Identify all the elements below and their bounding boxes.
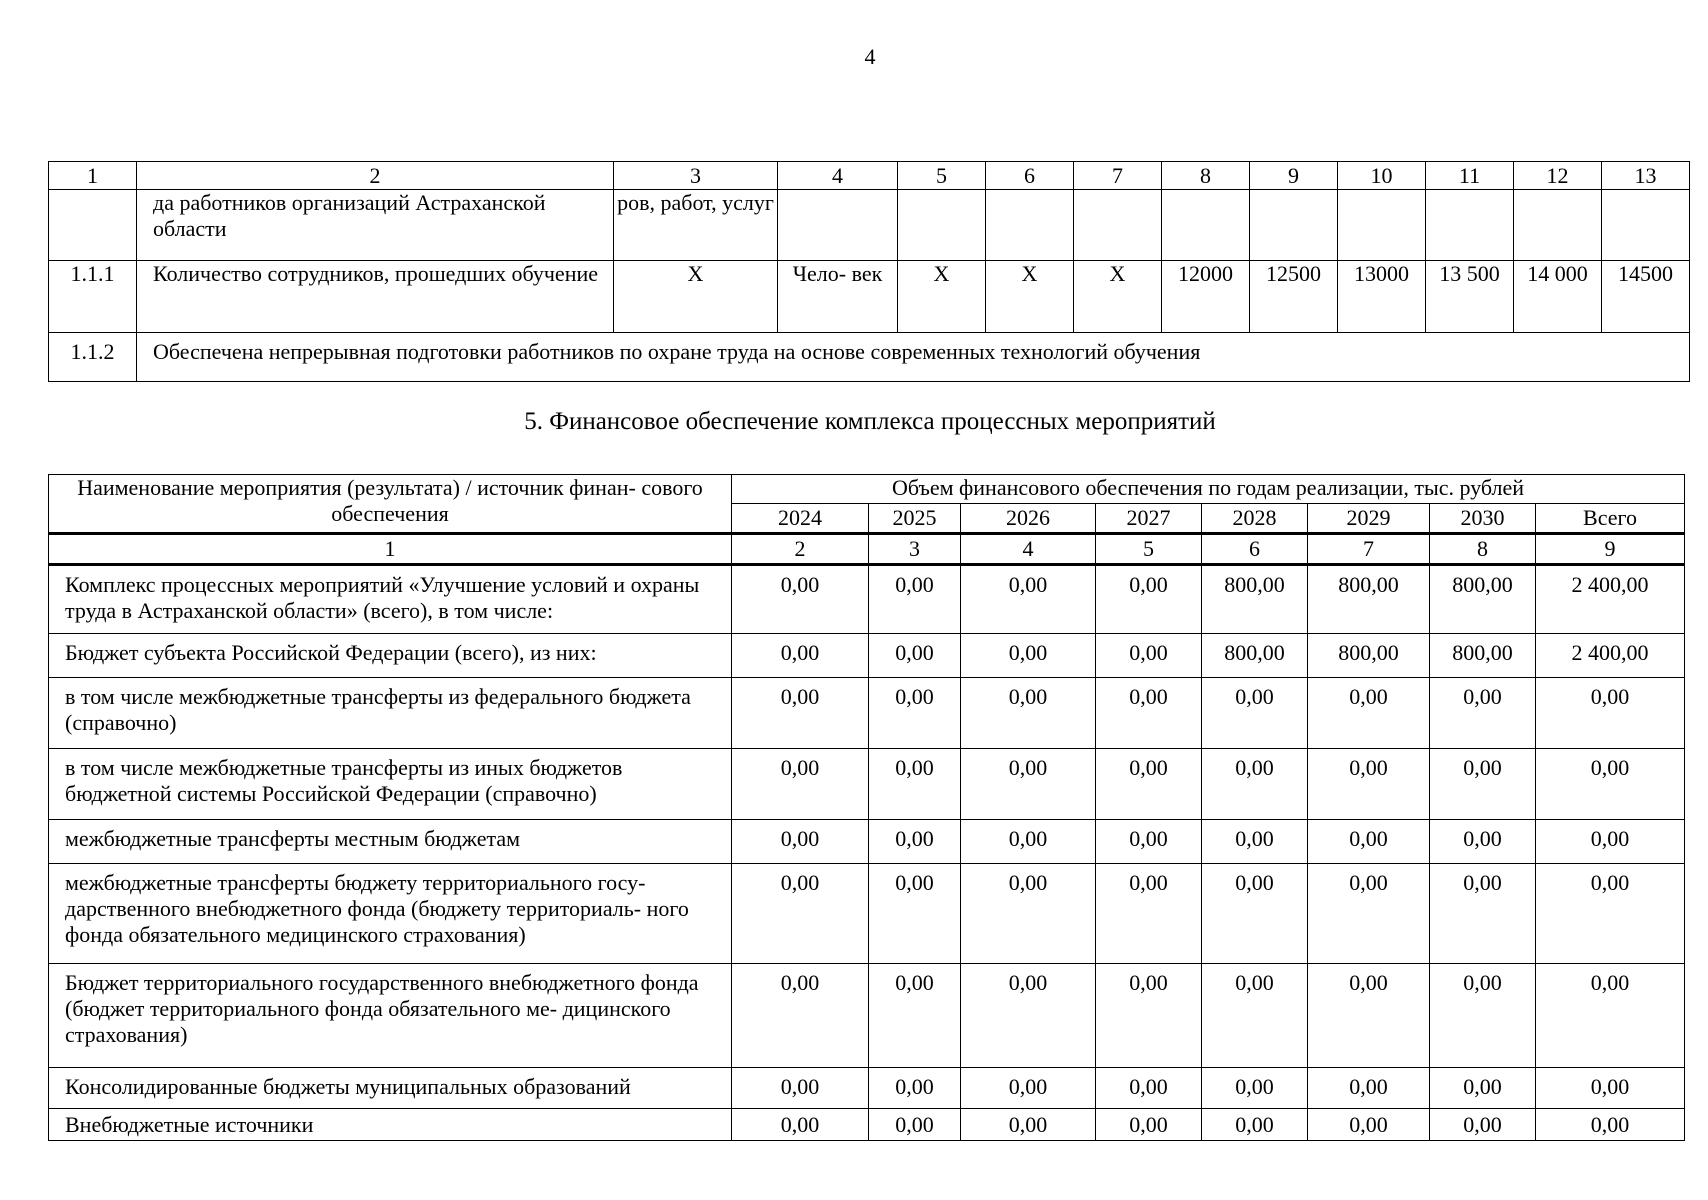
value-cell: 0,00 xyxy=(732,820,869,864)
value-cell: 0,00 xyxy=(869,565,961,634)
total-cell: 0,00 xyxy=(1536,1068,1685,1109)
value-cell: 0,00 xyxy=(1096,749,1202,820)
value-cell: 0,00 xyxy=(732,1068,869,1109)
result-description: Обеспечена непрерывная подготовки работников по охране труда на основе современных технологий обучения xyxy=(137,333,1690,382)
cell xyxy=(986,190,1074,261)
indicator-name: Количество сотрудников, прошедших обучение xyxy=(137,261,614,333)
total-header: Всего xyxy=(1536,504,1685,534)
value-cell: 12000 xyxy=(1162,261,1250,333)
funding-source-name: межбюджетные трансферты местным бюджетам xyxy=(49,820,732,864)
cell xyxy=(778,190,898,261)
value-cell: 0,00 xyxy=(961,678,1096,749)
column-index: 13 xyxy=(1602,162,1690,190)
table-row xyxy=(49,565,1685,634)
financing-table xyxy=(48,474,1685,1141)
value-cell: 0,00 xyxy=(961,565,1096,634)
funding-source-name: в том числе межбюджетные трансферты из федерального бюджета (справочно) xyxy=(49,678,732,749)
value-cell: 0,00 xyxy=(1308,1109,1430,1141)
value-cell: 0,00 xyxy=(1096,820,1202,864)
value-cell: 0,00 xyxy=(732,678,869,749)
value-cell: 0,00 xyxy=(1430,1109,1536,1141)
value-cell: 0,00 xyxy=(961,864,1096,964)
year-header: 2030 xyxy=(1430,504,1536,534)
value-cell: 0,00 xyxy=(1096,1068,1202,1109)
value-cell: 0,00 xyxy=(869,749,961,820)
funding-source-name: Комплекс процессных мероприятий «Улучшение условий и охраны труда в Астраханской области» (всего), в том числе: xyxy=(49,565,732,634)
cell xyxy=(1250,190,1338,261)
value-cell: 0,00 xyxy=(1308,820,1430,864)
table-row xyxy=(49,864,1685,964)
table-row xyxy=(49,1068,1685,1109)
column-index: 3 xyxy=(614,162,778,190)
cell: ров, работ, услуг xyxy=(614,190,778,261)
value-cell: 0,00 xyxy=(1308,749,1430,820)
value-cell: 800,00 xyxy=(1430,634,1536,678)
value-cell: 0,00 xyxy=(961,1068,1096,1109)
value-cell: 0,00 xyxy=(732,1109,869,1141)
column-index: 1 xyxy=(49,162,137,190)
value-cell: 0,00 xyxy=(732,964,869,1068)
year-header: 2028 xyxy=(1202,504,1308,534)
value-cell: 0,00 xyxy=(869,678,961,749)
value-cell: 0,00 xyxy=(961,964,1096,1068)
value-cell: 0,00 xyxy=(1096,1109,1202,1141)
column-index: 2 xyxy=(732,534,869,565)
total-cell: 0,00 xyxy=(1536,749,1685,820)
value-cell: 0,00 xyxy=(869,820,961,864)
indicator-name: да работников организаций Астраханской области xyxy=(137,190,614,261)
value-cell: 0,00 xyxy=(732,864,869,964)
cell xyxy=(1162,190,1250,261)
cell: X xyxy=(986,261,1074,333)
value-cell: 800,00 xyxy=(1430,565,1536,634)
value-cell: 0,00 xyxy=(1430,964,1536,1068)
total-cell: 0,00 xyxy=(1536,864,1685,964)
cell xyxy=(1602,190,1690,261)
column-index: 4 xyxy=(961,534,1096,565)
value-cell: 0,00 xyxy=(732,749,869,820)
row-number: 1.1.1 xyxy=(49,261,137,333)
column-index: 11 xyxy=(1426,162,1514,190)
value-cell: 0,00 xyxy=(961,634,1096,678)
year-header: 2027 xyxy=(1096,504,1202,534)
column-index: 4 xyxy=(778,162,898,190)
value-cell: 0,00 xyxy=(1096,634,1202,678)
value-cell: 0,00 xyxy=(961,749,1096,820)
value-cell: 0,00 xyxy=(1430,749,1536,820)
cell: X xyxy=(614,261,778,333)
funding-source-name: Бюджет субъекта Российской Федерации (всего), из них: xyxy=(49,634,732,678)
cell xyxy=(898,190,986,261)
value-cell: 0,00 xyxy=(732,565,869,634)
page-number: 4 xyxy=(864,44,876,69)
column-index: 12 xyxy=(1514,162,1602,190)
year-header: 2029 xyxy=(1308,504,1430,534)
value-cell: 0,00 xyxy=(869,964,961,1068)
funding-source-name: межбюджетные трансферты бюджету территориального госу- дарственного внебюджетного фонда (бюджету территориаль- ного фонда обязательного медицинского страхования) xyxy=(49,864,732,964)
column-index: 9 xyxy=(1536,534,1685,565)
value-cell: 12500 xyxy=(1250,261,1338,333)
value-cell: 0,00 xyxy=(1202,964,1308,1068)
value-cell: 0,00 xyxy=(1096,964,1202,1068)
value-cell: 0,00 xyxy=(869,1068,961,1109)
cell: X xyxy=(898,261,986,333)
value-cell: 800,00 xyxy=(1308,634,1430,678)
table-header-row xyxy=(49,162,1690,190)
table-row xyxy=(49,678,1685,749)
table-row xyxy=(49,333,1690,382)
table-header-row xyxy=(49,475,1685,504)
value-cell: 800,00 xyxy=(1202,634,1308,678)
year-header: 2024 xyxy=(732,504,869,534)
total-cell: 2 400,00 xyxy=(1536,634,1685,678)
column-index: 2 xyxy=(137,162,614,190)
value-cell: 0,00 xyxy=(869,634,961,678)
funding-source-name: Бюджет территориального государственного внебюджетного фонда (бюджет территориального фонда обязательного ме- дицинского страхования) xyxy=(49,964,732,1068)
value-cell: 0,00 xyxy=(869,864,961,964)
table-row xyxy=(49,634,1685,678)
section-title: 5. Финансовое обеспечение комплекса процессных мероприятий xyxy=(524,408,1216,435)
column-index: 6 xyxy=(986,162,1074,190)
column-index: 9 xyxy=(1250,162,1338,190)
cell: X xyxy=(1074,261,1162,333)
header-name: Наименование мероприятия (результата) / источник финан- сового обеспечения xyxy=(49,475,732,534)
total-cell: 2 400,00 xyxy=(1536,565,1685,634)
value-cell: 0,00 xyxy=(1202,1068,1308,1109)
cell xyxy=(1514,190,1602,261)
value-cell: 0,00 xyxy=(1430,678,1536,749)
value-cell: 0,00 xyxy=(1202,1109,1308,1141)
total-cell: 0,00 xyxy=(1536,820,1685,864)
table-row xyxy=(49,749,1685,820)
funding-source-name: Внебюджетные источники xyxy=(49,1109,732,1141)
column-index: 8 xyxy=(1430,534,1536,565)
table-row xyxy=(49,190,1690,261)
funding-source-name: Консолидированные бюджеты муниципальных образований xyxy=(49,1068,732,1109)
table-row xyxy=(49,261,1690,333)
value-cell: 14500 xyxy=(1602,261,1690,333)
value-cell: 0,00 xyxy=(1202,678,1308,749)
cell xyxy=(1338,190,1426,261)
value-cell: 800,00 xyxy=(1202,565,1308,634)
value-cell: 0,00 xyxy=(1308,678,1430,749)
value-cell: 13 500 xyxy=(1426,261,1514,333)
value-cell: 13000 xyxy=(1338,261,1426,333)
column-index: 5 xyxy=(1096,534,1202,565)
value-cell: 0,00 xyxy=(961,1109,1096,1141)
value-cell: 0,00 xyxy=(1096,864,1202,964)
column-index: 6 xyxy=(1202,534,1308,565)
funding-source-name: в том числе межбюджетные трансферты из иных бюджетов бюджетной системы Российской Федерации (справочно) xyxy=(49,749,732,820)
column-index-row xyxy=(49,534,1685,565)
value-cell: 0,00 xyxy=(1202,864,1308,964)
column-index: 10 xyxy=(1338,162,1426,190)
indicators-table xyxy=(48,161,1690,382)
year-header: 2026 xyxy=(961,504,1096,534)
value-cell: 0,00 xyxy=(1202,749,1308,820)
column-index: 3 xyxy=(869,534,961,565)
cell xyxy=(1074,190,1162,261)
total-cell: 0,00 xyxy=(1536,1109,1685,1141)
column-index: 5 xyxy=(898,162,986,190)
total-cell: 0,00 xyxy=(1536,678,1685,749)
table-row xyxy=(49,820,1685,864)
cell xyxy=(1426,190,1514,261)
value-cell: 0,00 xyxy=(1308,964,1430,1068)
value-cell: 0,00 xyxy=(1308,864,1430,964)
value-cell: 0,00 xyxy=(1202,820,1308,864)
value-cell: 0,00 xyxy=(1430,1068,1536,1109)
unit-cell: Чело- век xyxy=(778,261,898,333)
value-cell: 0,00 xyxy=(869,1109,961,1141)
column-index: 7 xyxy=(1308,534,1430,565)
column-index: 1 xyxy=(49,534,732,565)
row-number-cell xyxy=(49,190,137,261)
value-cell: 0,00 xyxy=(1308,1068,1430,1109)
value-cell: 0,00 xyxy=(732,634,869,678)
column-index: 8 xyxy=(1162,162,1250,190)
value-cell: 800,00 xyxy=(1308,565,1430,634)
header-volume: Объем финансового обеспечения по годам реализации, тыс. рублей xyxy=(732,475,1685,504)
table-row xyxy=(49,964,1685,1068)
value-cell: 14 000 xyxy=(1514,261,1602,333)
total-cell: 0,00 xyxy=(1536,964,1685,1068)
value-cell: 0,00 xyxy=(961,820,1096,864)
table-row xyxy=(49,1109,1685,1141)
year-header: 2025 xyxy=(869,504,961,534)
column-index: 7 xyxy=(1074,162,1162,190)
value-cell: 0,00 xyxy=(1430,864,1536,964)
value-cell: 0,00 xyxy=(1096,565,1202,634)
value-cell: 0,00 xyxy=(1430,820,1536,864)
value-cell: 0,00 xyxy=(1096,678,1202,749)
row-number: 1.1.2 xyxy=(49,333,137,382)
